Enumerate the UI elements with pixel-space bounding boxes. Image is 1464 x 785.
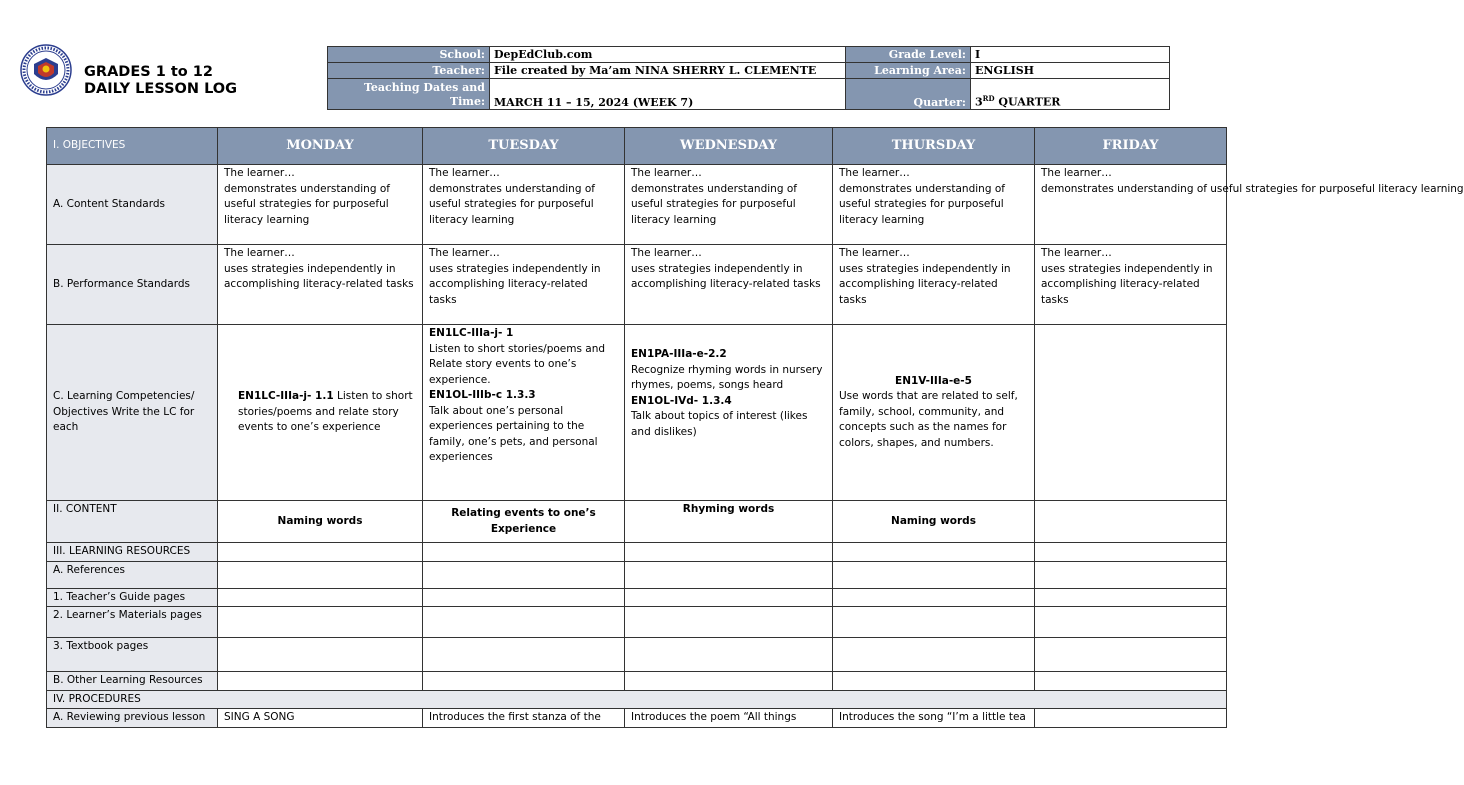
teaching-dates-label-2: Time: <box>449 95 485 108</box>
content-thursday: Naming words <box>833 501 1035 543</box>
ps-thursday-l1: The learner… <box>839 247 910 259</box>
ps-monday <box>218 245 423 325</box>
ps-friday-l1: The learner… <box>1041 247 1112 259</box>
ps-friday <box>1035 245 1227 325</box>
day-friday: FRIDAY <box>1035 128 1227 165</box>
tg-tuesday <box>423 588 625 607</box>
rev-wednesday: Introduces the poem “All things <box>625 709 833 728</box>
learners-materials-row <box>47 607 1227 638</box>
tg-friday <box>1035 588 1227 607</box>
quarter-suffix: RD <box>982 94 995 104</box>
quarter-value <box>971 79 1170 110</box>
lc-thursday-code: EN1V-IIIa-e-5 <box>895 374 972 387</box>
references-label: A. References <box>47 561 218 588</box>
other-resources-label: B. Other Learning Resources <box>47 672 218 691</box>
procedures-row <box>47 690 1227 709</box>
cs-monday-l2: demonstrates understanding of useful strategies for purposeful literacy learning <box>224 182 390 226</box>
lc-wednesday-text-1: Recognize rhyming words in nursery rhymes, poems, songs heard <box>631 363 823 391</box>
rev-friday <box>1035 709 1227 728</box>
other-resources-row <box>47 672 1227 691</box>
title-line-1: GRADES 1 to 12 <box>84 64 213 80</box>
cs-friday-l1: The learner… <box>1041 167 1112 179</box>
lc-wednesday-code-2: EN1OL-IVd- 1.3.4 <box>631 394 732 407</box>
lc-wednesday-text-2: Talk about topics of interest (likes and dislikes) <box>631 410 808 438</box>
quarter-text: QUARTER <box>994 96 1061 109</box>
teacher-label: Teacher: <box>328 63 490 79</box>
ps-thursday-l2: uses strategies independently in accomplishing literacy-related tasks <box>839 262 1011 306</box>
lc-monday-code: EN1LC-IIIa-j- 1.1 <box>238 390 334 403</box>
tb-tuesday <box>423 638 625 672</box>
learning-resources-label: III. LEARNING RESOURCES <box>47 543 218 562</box>
lc-thursday <box>833 325 1035 501</box>
lr-wednesday <box>625 543 833 562</box>
ref-tuesday <box>423 561 625 588</box>
objectives-heading: I. OBJECTIVES <box>47 128 218 165</box>
lc-tuesday <box>423 325 625 501</box>
references-row <box>47 561 1227 588</box>
header-info-table <box>327 46 1170 110</box>
ps-thursday <box>833 245 1035 325</box>
lc-tuesday-text-2: Talk about one’s personal experiences pertaining to the family, one’s pets, and personal experiences <box>429 404 598 463</box>
content-label: II. CONTENT <box>47 501 218 543</box>
reviewing-label: A. Reviewing previous lesson <box>47 709 218 728</box>
cs-thursday <box>833 165 1035 245</box>
tg-thursday <box>833 588 1035 607</box>
lr-monday <box>218 543 423 562</box>
title-line-2: DAILY LESSON LOG <box>84 81 238 97</box>
ref-thursday <box>833 561 1035 588</box>
school-value: DepEdClub.com <box>490 47 846 63</box>
reviewing-row <box>47 709 1227 728</box>
teacher-value: File created by Ma’am NINA SHERRY L. CLEMENTE <box>490 63 846 79</box>
performance-standards-label: B. Performance Standards <box>47 245 218 325</box>
textbook-pages-label: 3. Textbook pages <box>47 638 218 672</box>
performance-standards-row <box>47 245 1227 325</box>
or-monday <box>218 672 423 691</box>
content-wednesday: Rhyming words <box>625 501 833 543</box>
ps-monday-l1: The learner… <box>224 247 295 259</box>
procedures-label: IV. PROCEDURES <box>47 690 1227 709</box>
cs-wednesday-l2: demonstrates understanding of useful strategies for purposeful literacy learning <box>631 182 797 226</box>
cs-friday <box>1035 165 1464 245</box>
lc-tuesday-code-2: EN1OL-IIIb-c 1.3.3 <box>429 389 536 401</box>
lm-thursday <box>833 607 1035 638</box>
ps-wednesday-l1: The learner… <box>631 247 702 259</box>
learning-area-label: Learning Area: <box>846 63 971 79</box>
teaching-dates-value: MARCH 11 – 15, 2024 (WEEK 7) <box>490 79 846 110</box>
or-thursday <box>833 672 1035 691</box>
teachers-guide-row <box>47 588 1227 607</box>
lc-wednesday-code-1: EN1PA-IIIa-e-2.2 <box>631 348 727 360</box>
ref-wednesday <box>625 561 833 588</box>
tg-monday <box>218 588 423 607</box>
ref-monday <box>218 561 423 588</box>
content-monday: Naming words <box>218 501 423 543</box>
cs-wednesday-l1: The learner… <box>631 167 702 179</box>
or-friday <box>1035 672 1227 691</box>
day-monday: MONDAY <box>218 128 423 165</box>
cs-thursday-l2: demonstrates understanding of useful strategies for purposeful literacy learning <box>839 182 1005 226</box>
lr-tuesday <box>423 543 625 562</box>
content-friday <box>1035 501 1227 543</box>
cs-thursday-l1: The learner… <box>839 167 910 179</box>
table-header-row <box>47 128 1227 165</box>
cs-tuesday-l2: demonstrates understanding of useful strategies for purposeful literacy learning <box>429 182 595 226</box>
lesson-log-table <box>46 127 1464 728</box>
textbook-pages-row <box>47 638 1227 672</box>
content-standards-row <box>47 165 1227 245</box>
lc-wednesday <box>625 325 833 501</box>
lm-tuesday <box>423 607 625 638</box>
teaching-dates-label-1: Teaching Dates and <box>363 81 485 94</box>
lm-wednesday <box>625 607 833 638</box>
rev-thursday: Introduces the song “I’m a little tea <box>833 709 1035 728</box>
tg-wednesday <box>625 588 833 607</box>
cs-monday-l1: The learner… <box>224 167 295 179</box>
content-tuesday: Relating events to one’s Experience <box>423 501 625 543</box>
tb-monday <box>218 638 423 672</box>
page-title <box>84 64 237 98</box>
day-thursday: THURSDAY <box>833 128 1035 165</box>
day-wednesday: WEDNESDAY <box>625 128 833 165</box>
deped-seal-icon <box>20 44 72 96</box>
ps-tuesday-l1: The learner… <box>429 247 500 259</box>
content-standards-label: A. Content Standards <box>47 165 218 245</box>
ps-tuesday <box>423 245 625 325</box>
ps-wednesday-l2: uses strategies independently in accomplishing literacy-related tasks <box>631 262 821 290</box>
ref-friday <box>1035 561 1227 588</box>
cs-tuesday-l1: The learner… <box>429 167 500 179</box>
quarter-number: 3 <box>975 96 983 109</box>
lc-tuesday-text-1: Listen to short stories/poems and Relate story events to one’s experience. <box>429 342 606 386</box>
lc-tuesday-code-1: EN1LC-IIIa-j- 1 <box>429 327 514 339</box>
learning-area-value: ENGLISH <box>971 63 1170 79</box>
or-wednesday <box>625 672 833 691</box>
day-tuesday: TUESDAY <box>423 128 625 165</box>
lc-monday-text: Listen to short stories/poems and relate story events to one’s experience <box>238 390 413 434</box>
or-tuesday <box>423 672 625 691</box>
rev-monday: SING A SONG <box>218 709 423 728</box>
learning-resources-row <box>47 543 1227 562</box>
learning-competencies-row <box>47 325 1227 501</box>
tb-thursday <box>833 638 1035 672</box>
ps-friday-l2: uses strategies independently in accomplishing literacy-related tasks <box>1041 262 1213 306</box>
tb-friday <box>1035 638 1227 672</box>
lm-friday <box>1035 607 1227 638</box>
lc-friday <box>1035 325 1227 501</box>
teaching-dates-label <box>328 79 490 110</box>
lc-thursday-text: Use words that are related to self, family, school, community, and concepts such as the names for colors, shapes, and numbers. <box>839 390 1018 449</box>
ps-tuesday-l2: uses strategies independently in accomplishing literacy-related tasks <box>429 262 601 306</box>
lr-friday <box>1035 543 1227 562</box>
quarter-label: Quarter: <box>846 79 971 110</box>
lm-monday <box>218 607 423 638</box>
tb-wednesday <box>625 638 833 672</box>
lr-thursday <box>833 543 1035 562</box>
cs-monday <box>218 165 423 245</box>
teachers-guide-label: 1. Teacher’s Guide pages <box>47 588 218 607</box>
grade-level-label: Grade Level: <box>846 47 971 63</box>
grade-level-value: I <box>971 47 1170 63</box>
learning-competencies-label: C. Learning Competencies/ Objectives Write the LC for each <box>47 325 218 501</box>
school-label: School: <box>328 47 490 63</box>
cs-friday-l2: demonstrates understanding of useful strategies for purposeful literacy learning <box>1041 182 1464 195</box>
cs-wednesday <box>625 165 833 245</box>
lc-monday <box>218 325 423 501</box>
learners-materials-label: 2. Learner’s Materials pages <box>47 607 218 638</box>
rev-tuesday: Introduces the first stanza of the <box>423 709 625 728</box>
content-row <box>47 501 1227 543</box>
cs-tuesday <box>423 165 625 245</box>
ps-monday-l2: uses strategies independently in accomplishing literacy-related tasks <box>224 262 414 290</box>
ps-wednesday <box>625 245 833 325</box>
